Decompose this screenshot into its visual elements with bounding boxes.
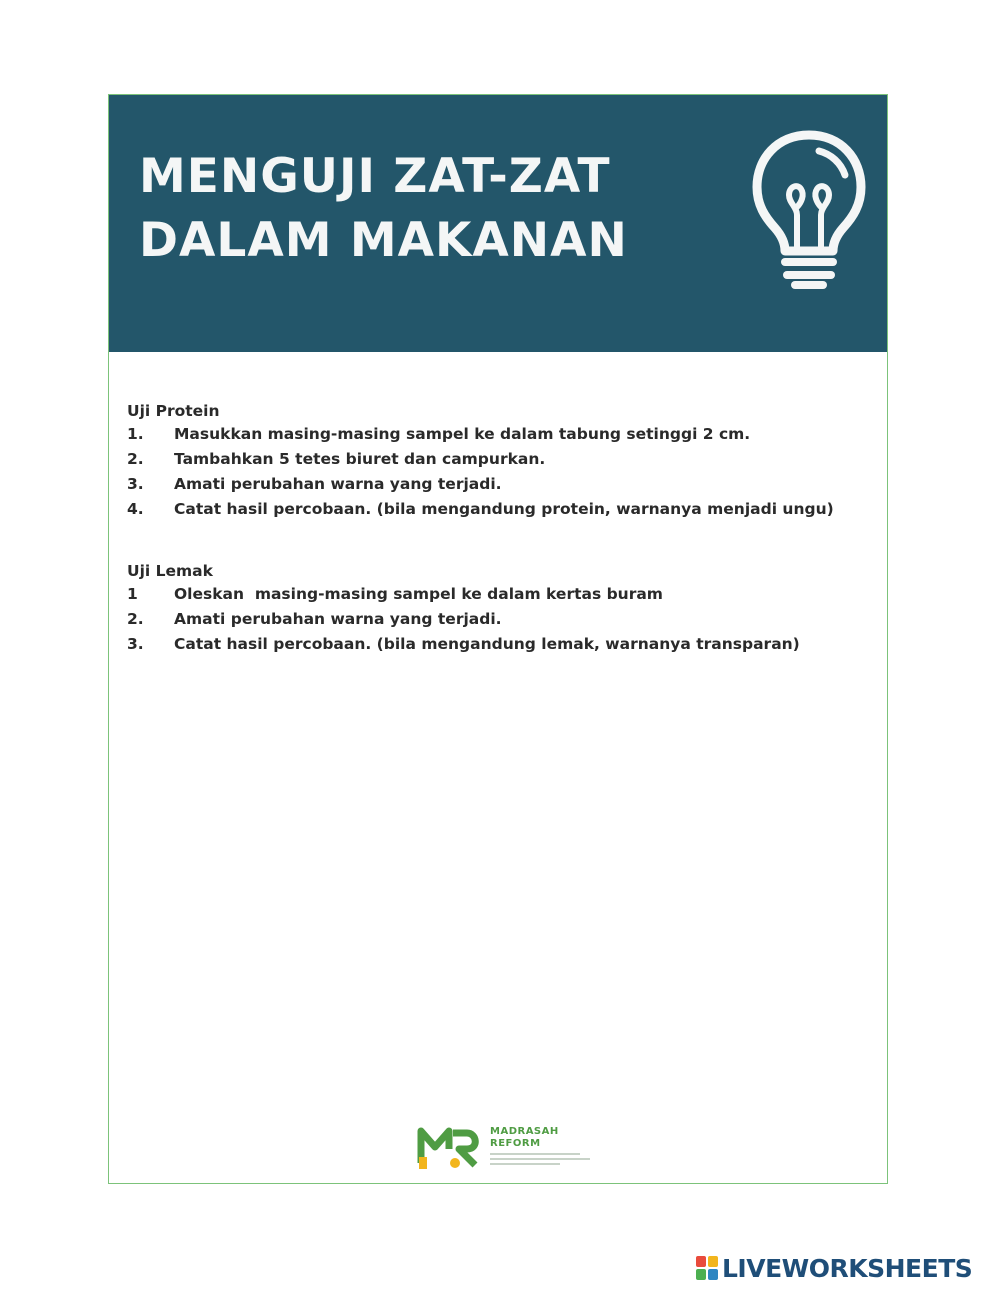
list-item [127,632,877,657]
madrasah-reform-logo [417,1123,597,1173]
section-title: Uji Protein [127,402,220,420]
step-number: 3. [127,635,144,653]
instructions [127,400,877,657]
page-title [139,145,719,273]
section-uji-lemak [127,560,877,657]
step-number: 1 [127,585,138,603]
list-item [127,497,877,522]
step-text: Tambahkan 5 tetes biuret dan campurkan. [174,450,546,468]
list-item [127,447,877,472]
step-text: Amati perubahan warna yang terjadi. [174,475,502,493]
step-text: Catat hasil percobaan. (bila mengandung protein, warnanya menjadi ungu) [174,500,834,518]
title-banner [109,95,887,352]
step-text: Amati perubahan warna yang terjadi. [174,610,502,628]
madrasah-reform-mark-icon [417,1123,487,1173]
step-number: 4. [127,500,144,518]
list-item [127,582,877,607]
section-spacer [127,522,877,560]
step-list [127,582,877,657]
section-uji-protein [127,400,877,522]
section-title: Uji Lemak [127,562,213,580]
title-line-2: DALAM MAKANAN [139,213,628,268]
liveworksheets-wordmark: LIVEWORKSHEETS [722,1253,973,1283]
logo-tagline [490,1153,590,1168]
worksheet-card [108,94,888,1184]
step-list [127,422,877,522]
liveworksheets-brand [696,1254,972,1282]
list-item [127,422,877,447]
step-text: Oleskan masing-masing sampel ke dalam kertas buram [174,585,663,603]
logo-wordmark [490,1126,559,1150]
title-line-1: MENGUJI ZAT-ZAT [139,149,611,204]
list-item [127,472,877,497]
logo-line-1: MADRASAH [490,1126,559,1137]
step-text: Masukkan masing-masing sampel ke dalam tabung setinggi 2 cm. [174,425,751,443]
lightbulb-icon [749,127,869,292]
logo-line-2: REFORM [490,1138,541,1149]
liveworksheets-logo-icon [696,1256,718,1280]
step-number: 2. [127,610,144,628]
step-text: Catat hasil percobaan. (bila mengandung lemak, warnanya transparan) [174,635,800,653]
step-number: 3. [127,475,144,493]
step-number: 1. [127,425,144,443]
list-item [127,607,877,632]
step-number: 2. [127,450,144,468]
